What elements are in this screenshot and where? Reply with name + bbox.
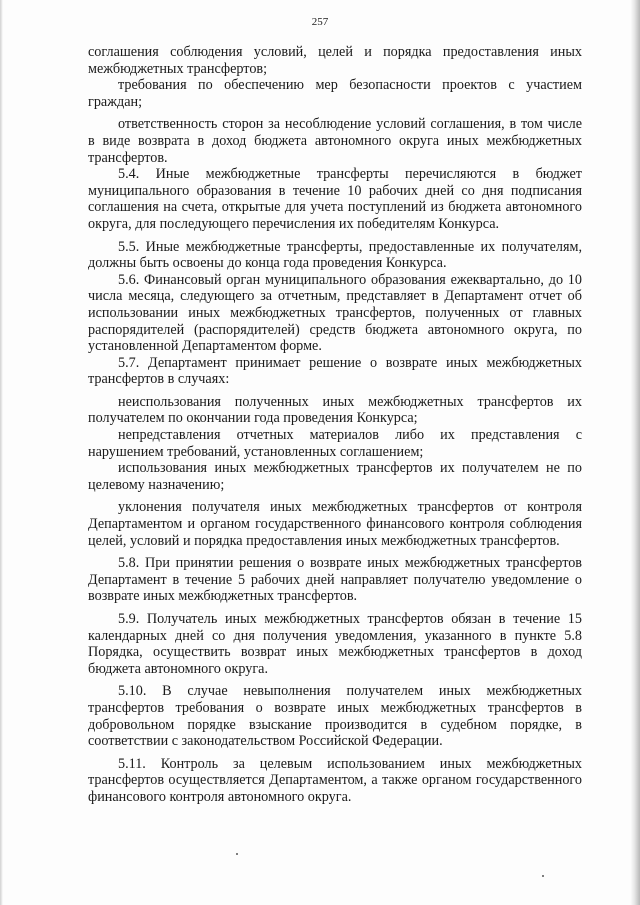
paragraph: 5.9. Получатель иных межбюджетных трансфертов обязан в течение 15 календарных дней со дня получения уведомления, указанного в пункте 5.8 Порядка, осуществить возврат иных межбюджетных трансфертов в доход бюджета автономного округа. (88, 611, 582, 677)
paragraph: соглашения соблюдения условий, целей и порядка предоставления иных межбюджетных трансфертов; (88, 44, 582, 77)
paragraph: использования иных межбюджетных трансфертов их получателем не по целевому назначению; (88, 460, 582, 493)
document-body (88, 44, 582, 806)
paragraph: непредставления отчетных материалов либо их представления с нарушением требований, установленных соглашением; (88, 427, 582, 460)
page-number: 257 (311, 16, 329, 28)
paragraph: 5.10. В случае невыполнения получателем иных межбюджетных трансфертов требования о возврате иных межбюджетных трансфертов в добровольном порядке взыскание производится в судебном порядке, в соответствии с законодательством Российской Федерации. (88, 683, 582, 750)
scan-shadow-left (0, 0, 3, 905)
paragraph: неиспользования полученных иных межбюджетных трансфертов их получателем по окончании года проведения Конкурса; (88, 393, 582, 427)
scan-speck (236, 853, 238, 855)
paragraph: 5.5. Иные межбюджетные трансферты, предоставленные их получателям, должны быть освоены до конца года проведения Конкурса. (88, 238, 582, 272)
scan-shadow-right (630, 0, 640, 905)
scan-speck (542, 875, 544, 877)
paragraph: 5.4. Иные межбюджетные трансферты перечисляются в бюджет муниципального образования в течение 10 рабочих дней со дня подписания соглашения на счета, открытые для учета поступлений из бюджета автономного округа, для последующего перечисления их победителям Конкурса. (88, 166, 582, 232)
paragraph: 5.11. Контроль за целевым использованием иных межбюджетных трансфертов осуществляется Департаментом, а также органом государственного финансового контроля автономного округа. (88, 755, 582, 805)
paragraph: уклонения получателя иных межбюджетных трансфертов от контроля Департаментом и органом государственного финансового контроля соблюдения целей, условий и порядка предоставления иных межбюджетных трансфертов. (88, 499, 582, 549)
paragraph: ответственность сторон за несоблюдение условий соглашения, в том числе в виде возврата в доход бюджета автономного округа иных межбюджетных трансфертов. (88, 116, 582, 166)
paragraph: 5.7. Департамент принимает решение о возврате иных межбюджетных трансфертов в случаях: (88, 354, 582, 388)
paragraph: требования по обеспечению мер безопасности проектов с участием граждан; (88, 77, 582, 110)
paragraph: 5.6. Финансовый орган муниципального образования ежеквартально, до 10 числа месяца, следующего за отчетным, представляет в Департамент отчет об использовании иных межбюджетных трансфертов, полученных от главных распорядителей (распорядителей) средств бюджета автономного округа, по установленной Департаментом форме. (88, 271, 582, 355)
paragraph: 5.8. При принятии решения о возврате иных межбюджетных трансфертов Департамент в течение 5 рабочих дней направляет получателю уведомление о возврате иных межбюджетных трансфертов. (88, 555, 582, 605)
